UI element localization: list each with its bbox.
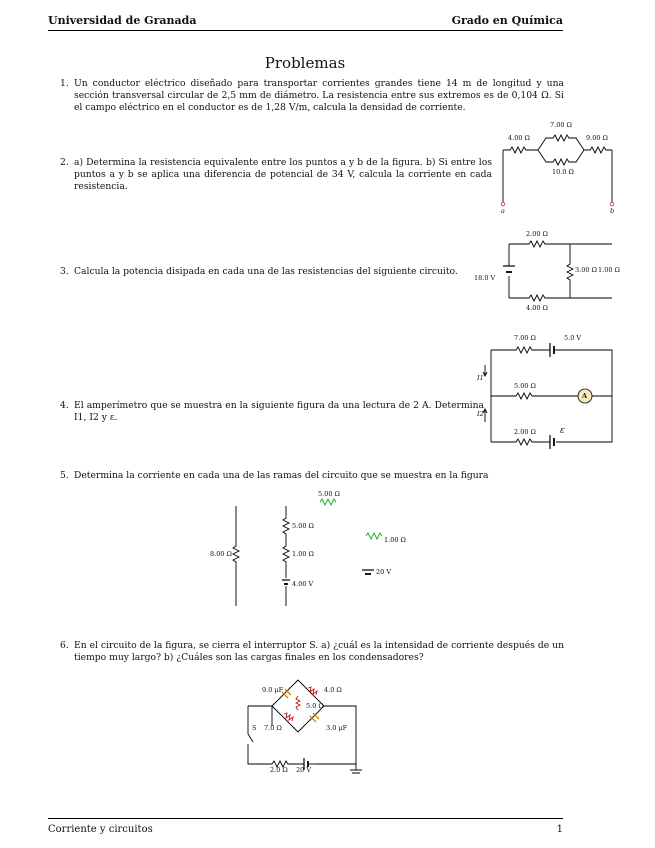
problem-text: En el circuito de la figura, se cierra el interruptor S. a) ¿cuál es la intensidad de corriente después de un tiempo muy largo? b) ¿Cuáles son las cargas finales en los condensadores? xyxy=(74,640,564,663)
resistor-label: 8.00 Ω xyxy=(210,550,232,558)
resistor-label: 2.00 Ω xyxy=(514,428,536,436)
figure-6-diagram xyxy=(238,676,368,776)
problem-number: 1. xyxy=(60,78,69,89)
voltage-label: 4.00 V xyxy=(292,580,314,588)
ammeter-label: A xyxy=(582,392,588,400)
voltage-label: 20 V xyxy=(376,568,392,576)
resistor-label: 7.0 Ω xyxy=(264,724,282,732)
header-rule xyxy=(48,30,563,31)
footer-topic: Corriente y circuitos xyxy=(48,824,153,835)
problem-number: 2. xyxy=(60,157,69,168)
page-number: 1 xyxy=(556,824,563,835)
page-title: Problemas xyxy=(264,54,346,72)
resistor-label: 10.0 Ω xyxy=(552,168,574,176)
figure-3-circuit xyxy=(474,226,619,316)
page-footer xyxy=(48,824,563,835)
figure-4-diagram xyxy=(474,330,619,454)
emf-label: 20 V xyxy=(296,766,312,774)
problem-2 xyxy=(60,157,492,195)
problem-number: 6. xyxy=(60,640,69,651)
problem-6 xyxy=(60,640,564,666)
resistor-label: 4.0 Ω xyxy=(324,686,342,694)
problem-4 xyxy=(60,400,484,426)
problem-text: El amperímetro que se muestra en la siguiente figura da una lectura de 2 A. Determina I1, I2 y ε. xyxy=(74,400,484,423)
current-label: I2 xyxy=(477,410,484,418)
footer-rule xyxy=(48,818,563,819)
current-label: I1 xyxy=(477,374,484,382)
point-b-label: b xyxy=(610,207,615,215)
figure-4-circuit xyxy=(474,330,619,454)
figure-2-circuit xyxy=(498,118,618,216)
page-header xyxy=(48,14,563,30)
switch-label: S xyxy=(252,724,257,732)
problem-number: 5. xyxy=(60,470,69,481)
figure-6-circuit xyxy=(238,676,368,776)
problem-3 xyxy=(60,266,470,280)
resistor-label: 7.00 Ω xyxy=(550,121,572,129)
capacitor-label: 9.0 μF xyxy=(262,686,284,694)
resistor-label: 5.0 Ω xyxy=(306,702,324,710)
resistor-label: 5.00 Ω xyxy=(318,490,340,498)
point-a-label: a xyxy=(501,207,505,215)
emf-label: 18.0 V xyxy=(474,274,496,282)
problem-number: 3. xyxy=(60,266,69,277)
emf-label: ε xyxy=(560,426,565,436)
problem-5 xyxy=(60,470,560,484)
figure-5-diagram xyxy=(206,488,406,610)
problem-text: Un conductor eléctrico diseñado para transportar corrientes grandes tiene 14 m de longitud y una sección transversal circular de 2,5 mm de diámetro. La resistencia entre sus extremos es de 0,104 Ω. Si el campo eléctrico en el conductor es de 1,28 V/m, calcula la densidad de corriente. xyxy=(74,78,564,113)
capacitor-label: 3.0 μF xyxy=(326,724,348,732)
problem-text: Calcula la potencia disipada en cada una de las resistencias del siguiente circuito. xyxy=(74,266,458,277)
problem-number: 4. xyxy=(60,400,69,411)
resistor-label: 1.00 Ω xyxy=(292,550,314,558)
resistor-label: 1.00 Ω xyxy=(598,266,620,274)
resistor-label: 7.00 Ω xyxy=(514,334,536,342)
resistor-label: 3.00 Ω xyxy=(575,266,597,274)
resistor-label: 2.00 Ω xyxy=(526,230,548,238)
resistor-label: 2.0 Ω xyxy=(270,766,288,774)
figure-5-circuit xyxy=(206,488,406,610)
voltage-label: 5.0 V xyxy=(564,334,582,342)
resistor-label: 4.00 Ω xyxy=(526,304,548,312)
problem-1 xyxy=(60,78,564,116)
header-degree: Grado en Química xyxy=(451,14,563,27)
problem-text: a) Determina la resistencia equivalente entre los puntos a y b de la figura. b) Si entre los puntos a y b se aplica una diferencia de potencial de 34 V, calcula la corriente en cada resistencia. xyxy=(74,157,492,192)
header-university: Universidad de Granada xyxy=(48,14,197,27)
resistor-label: 9.00 Ω xyxy=(586,134,608,142)
resistor-label: 1.00 Ω xyxy=(384,536,406,544)
figure-2-diagram xyxy=(498,118,618,216)
problem-text: Determina la corriente en cada una de las ramas del circuito que se muestra en la figura xyxy=(74,470,489,481)
resistor-label: 5.00 Ω xyxy=(292,522,314,530)
resistor-label: 5.00 Ω xyxy=(514,382,536,390)
resistor-label: 4.00 Ω xyxy=(508,134,530,142)
